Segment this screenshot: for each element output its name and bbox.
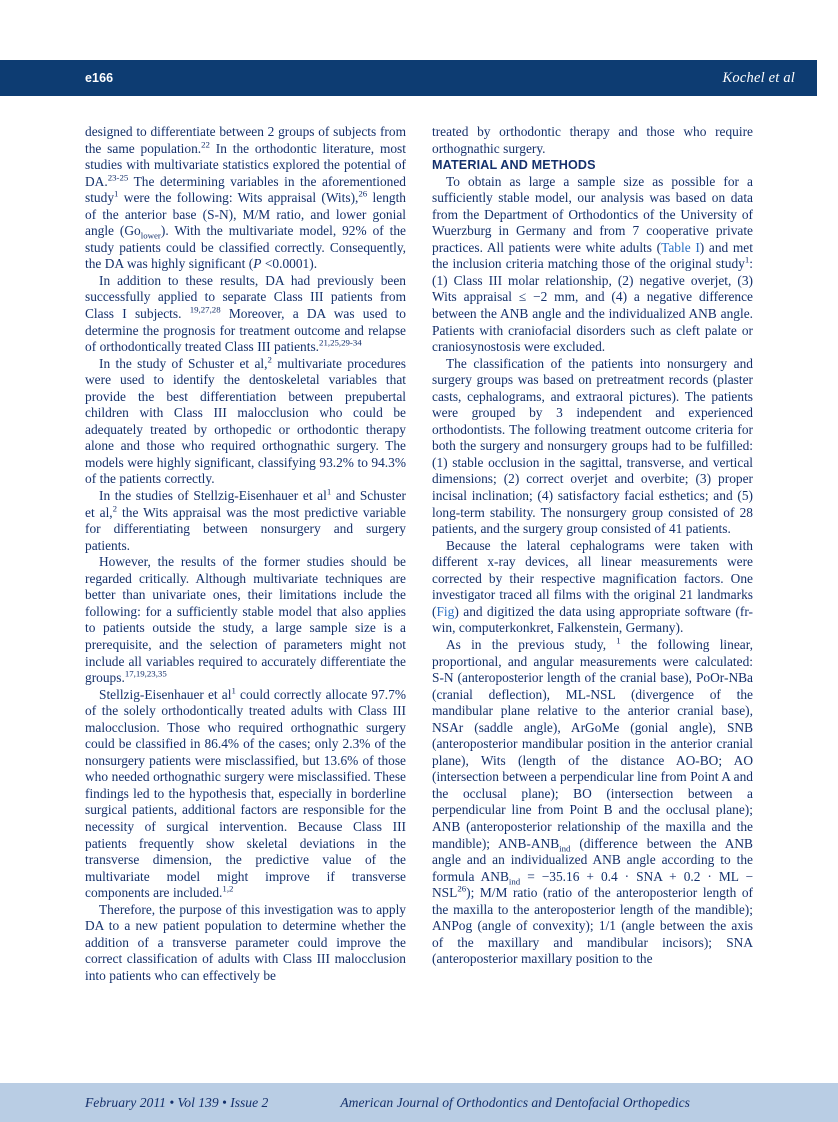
body-paragraph: The classification of the patients into nonsurgery and surgery groups was based on pretreatment records (plaster casts, cephalograms, and extraoral pictures). The patients were grouped by 3 independent and experienced orthodontists. The following treatment outcome criteria for both the surgery and nonsurgery groups had to be fulfilled: (1) stable occlusion in the sagittal, transverse, and vertical dimensions; (2) correct overjet and overbite; (3) proper incisal inclination; (4) satisfactory facial esthetics; and (5) long-term stability. The nonsurgery group consisted of 28 patients, and the surgery group consisted of 41 patients. — [432, 355, 753, 537]
reference-superscript: 17,19,23,35 — [124, 668, 167, 679]
variable-subscript: ind — [508, 876, 521, 887]
right-column-carryover — [432, 124, 753, 157]
cross-reference-link[interactable]: Table I — [661, 239, 700, 255]
reference-superscript: 1 — [114, 188, 119, 199]
reference-superscript: 2 — [267, 354, 272, 365]
reference-superscript: 1 — [616, 635, 621, 646]
body-paragraph: Stellzig-Eisenhauer et $al^1$ could correctly allocate 97.7% of the solely orthodontically treated adults with Class III malocclusion. Those who required orthognathic surgery could be classified in 86.4% of the cases; only 2.3% of the nonsurgery patients were misclassified, but 13.6% of those who needed orthognathic surgery were misclassified. These findings led to the hypothesis that, especially in borderline surgical patients, additional factors are responsible for the necessity of surgical intervention. Because Class III patients frequently show skeletal deviations in the transverse dimension, the predictive value of the multivariate model might improve if transverse components are included.$^{1,2}$ — [85, 685, 406, 901]
reference-superscript: 26 — [457, 883, 467, 894]
reference-superscript: 2 — [112, 503, 118, 514]
reference-superscript: 1,2 — [222, 883, 234, 894]
variable-subscript: lower — [140, 230, 161, 241]
body-paragraph: In the study of Schuster et al,$^2$ multivariate procedures were used to identify the dentoskeletal variables that provide the best differentiation between prepubertal children with Class III malocclusion who could be adequately treated by orthopedic or orthodontic therapy alone and those who required orthognathic surgery. The models were highly significant, classifying 93.2% to 94.3% of the patients correctly. — [85, 354, 406, 487]
reference-superscript: 21,25,29-34 — [319, 337, 362, 348]
right-column — [432, 124, 753, 1059]
reference-superscript: 1 — [231, 685, 236, 696]
body-paragraph: Therefore, the purpose of this investigation was to apply DA to a new patient population to determine whether the addition of a transverse parameter could improve the correct classification of adults with Class III malocclusion into patients who can effectively be — [85, 901, 406, 983]
body-paragraph: In addition to these results, DA had previously been successfully applied to separate Class III patients from Class I subjects. $^{19,27,28}$ Moreover, a DA was used to determine the prognosis for treatment outcome and relapse of orthodontically treated Class III patients.$^{21,25,29-34}$ — [85, 272, 407, 355]
body-paragraph: designed to differentiate between 2 groups of subjects from the same population.$^{22}$ In the orthodontic literature, most studies with multivariate statistics explored the potential of DA.$^{23-25}$ The determining variables in the aforementioned study$^1$ were the following: Wits appraisal (Wits),$^{26}$ length of the anterior base (S-N), M/M ratio, and lower gonial angle $(Go_{lower})$. With the multivariate model, 92% of the study patients could be classified correctly. Consequently, the DA was highly significant (P <0.0001). — [85, 124, 407, 272]
body-paragraph: To obtain as large a sample size as possible for a sufficiently stable model, our analysis was based on data from the Department of Orthodontics of the University of Wuerzburg in Germany and from 7 cooperative private practices. All patients were white adults (Table I) and met the inclusion criteria matching those of the original study$^1$: (1) Class III molar relationship, (2) negative overjet, (3) Wits appraisal ≤ −2 mm, and (4) a negative difference between the ANB angle and the individualized ANB angle. Patients with craniofacial disorders such as cleft palate or craniosynostosis were excluded. — [432, 173, 753, 355]
cross-reference-link[interactable]: Fig — [436, 603, 455, 619]
reference-superscript: 26 — [358, 188, 368, 199]
page-folio: e166 — [85, 70, 114, 85]
footer-journal-name: American Journal of Orthodontics and Dentofacial Orthopedics — [340, 1094, 690, 1110]
reference-superscript: 19,27,28 — [189, 304, 221, 315]
footer-issue-line: February 2011 • Vol 139 • Issue 2 — [85, 1094, 269, 1110]
running-head-bar — [0, 60, 817, 96]
italic-text: P — [253, 256, 262, 272]
body-paragraph: Because the lateral cephalograms were taken with different x-ray devices, all linear measurements were corrected by their respective magnification factors. One investigator traced all films with the original 21 landmarks (Fig) and digitized the data using appropriate software (fr-win, computerkonkret, Falkenstein, Germany). — [432, 537, 753, 636]
page-footer-bar — [0, 1083, 838, 1122]
reference-superscript: 1 — [744, 254, 750, 265]
body-paragraph: treated by orthodontic therapy and those who require orthognathic surgery. — [432, 124, 753, 156]
right-column-paragraphs — [432, 174, 753, 968]
body-paragraph: In the studies of Stellzig-Eisenhauer et $al^1$ and Schuster et al,$^2$ the Wits appraisal was the most predictive variable for differentiating between nonsurgery and surgery patients. — [85, 486, 406, 553]
left-column — [85, 124, 406, 1059]
reference-superscript: 1 — [326, 486, 332, 497]
variable-subscript: ind — [559, 843, 571, 854]
section-heading-material-and-methods: MATERIAL AND METHODS — [432, 158, 596, 173]
body-paragraph: As in the previous study, $^1$ the following linear, proportional, and angular measurements were calculated: S-N (anteroposterior length of the cranial base), PoOr-NBa (cranial deflection), ML-NSL (divergence of the mandibular plane relative to the anterior cranial base), NSAr (saddle angle), ArGoMe (gonial angle), SNB (anteroposterior mandibular position in the anterior cranial plane), Wits (length of the distance AO-BO; AO (intersection between a perpendicular line from Point A and the occlusal plane); BO (intersection between a perpendicular line from Point B and the occlusal plane); ANB (anteroposterior relationship of the maxilla and the mandible); ANB-$ANB_{ind}$ (difference between the ANB angle and an individualized ANB angle according to the formula $ANB_{ind} = -35.16 + 0.4$ · SNA + 0.2 · ML − $NSL^{26}$); M/M ratio (ratio of the anteroposterior length of the maxilla to the anteroposterior length of the mandible); ANPog (angle of convexity); 1/1 (angle between the axis of the maxillary and mandibular incisors); SNA (anteroposterior maxillary position to the — [432, 635, 753, 967]
running-head-author: Kochel et al — [722, 69, 795, 86]
article-body — [85, 124, 753, 1059]
reference-superscript: 22 — [201, 139, 210, 150]
reference-superscript: 23-25 — [107, 172, 129, 183]
body-paragraph: However, the results of the former studies should be regarded critically. Although multivariate techniques are better than univariate ones, their limitations include the following: for a sufficiently stable model that also applies to patients outside the study, a large sample size is a prerequisite, and the selection of parameters might not include all variables required to accurately differentiate the groups.$^{17,19,23,35}$ — [85, 554, 406, 686]
left-column-paragraphs — [85, 124, 406, 984]
